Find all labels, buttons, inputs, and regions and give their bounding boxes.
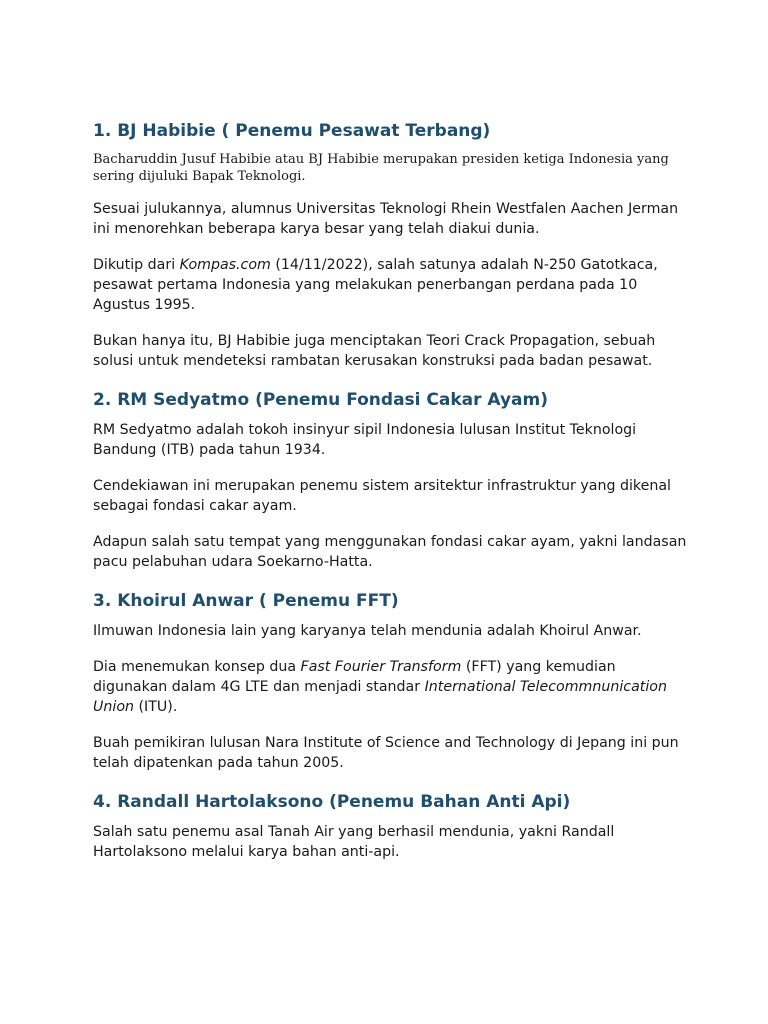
paragraph: Cendekiawan ini merupakan penemu sistem arsitektur infrastruktur yang dikenal sebagai fondasi cakar ayam. [93, 478, 671, 514]
section-heading-sedyatmo: 2. RM Sedyatmo (Penemu Fondasi Cakar Ayam) [93, 390, 549, 410]
section-heading-habibie: 1. BJ Habibie ( Penemu Pesawat Terbang) [93, 121, 491, 141]
paragraph-text: (FFT) yang kemudian digunakan dalam 4G LTE dan menjadi standar [93, 659, 616, 695]
paragraph-text: Dia menemukan konsep dua [93, 659, 301, 675]
paragraph: Salah satu penemu asal Tanah Air yang berhasil mendunia, yakni Randall Hartolaksono melalui karya bahan anti-api. [93, 824, 615, 860]
source-name: Kompas.com [179, 257, 271, 273]
paragraph: Adapun salah satu tempat yang menggunakan fondasi cakar ayam, yakni landasan pacu pelabuhan udara Soekarno-Hatta. [93, 534, 687, 570]
paragraph [93, 657, 693, 717]
section-heading-anwar: 3. Khoirul Anwar ( Penemu FFT) [93, 591, 399, 611]
paragraph [93, 255, 693, 315]
section-heading-hartolaksono: 4. Randall Hartolaksono (Penemu Bahan Anti Api) [93, 792, 571, 812]
paragraph: Buah pemikiran lulusan Nara Institute of Science and Technology di Jepang ini pun telah dipatenkan pada tahun 2005. [93, 735, 679, 771]
paragraph-text: (14/11/2022), salah satunya adalah N-250 Gatotkaca, pesawat pertama Indonesia yang melakukan penerbangan perdana pada 10 Agustus 1995. [93, 257, 658, 313]
paragraph-text: (ITU). [138, 699, 178, 715]
term: Fast Fourier Transform [300, 659, 462, 675]
term: International Telecommnunication Union [93, 679, 667, 715]
section-intro-habibie: Bacharuddin Jusuf Habibie atau BJ Habibie merupakan presiden ketiga Indonesia yang sering dijuluki Bapak Teknologi. [93, 152, 669, 184]
paragraph: Ilmuwan Indonesia lain yang karyanya telah mendunia adalah Khoirul Anwar. [93, 623, 642, 639]
paragraph: RM Sedyatmo adalah tokoh insinyur sipil Indonesia lulusan Institut Teknologi Bandung (ITB) pada tahun 1934. [93, 422, 637, 458]
document-body [93, 118, 693, 878]
paragraph: Bukan hanya itu, BJ Habibie juga menciptakan Teori Crack Propagation, sebuah solusi untuk mendeteksi rambatan kerusakan konstruksi pada badan pesawat. [93, 333, 656, 369]
paragraph: Sesuai julukannya, alumnus Universitas Teknologi Rhein Westfalen Aachen Jerman ini menorehkan beberapa karya besar yang telah diakui dunia. [93, 201, 679, 237]
paragraph-text: Dikutip dari [93, 257, 180, 273]
